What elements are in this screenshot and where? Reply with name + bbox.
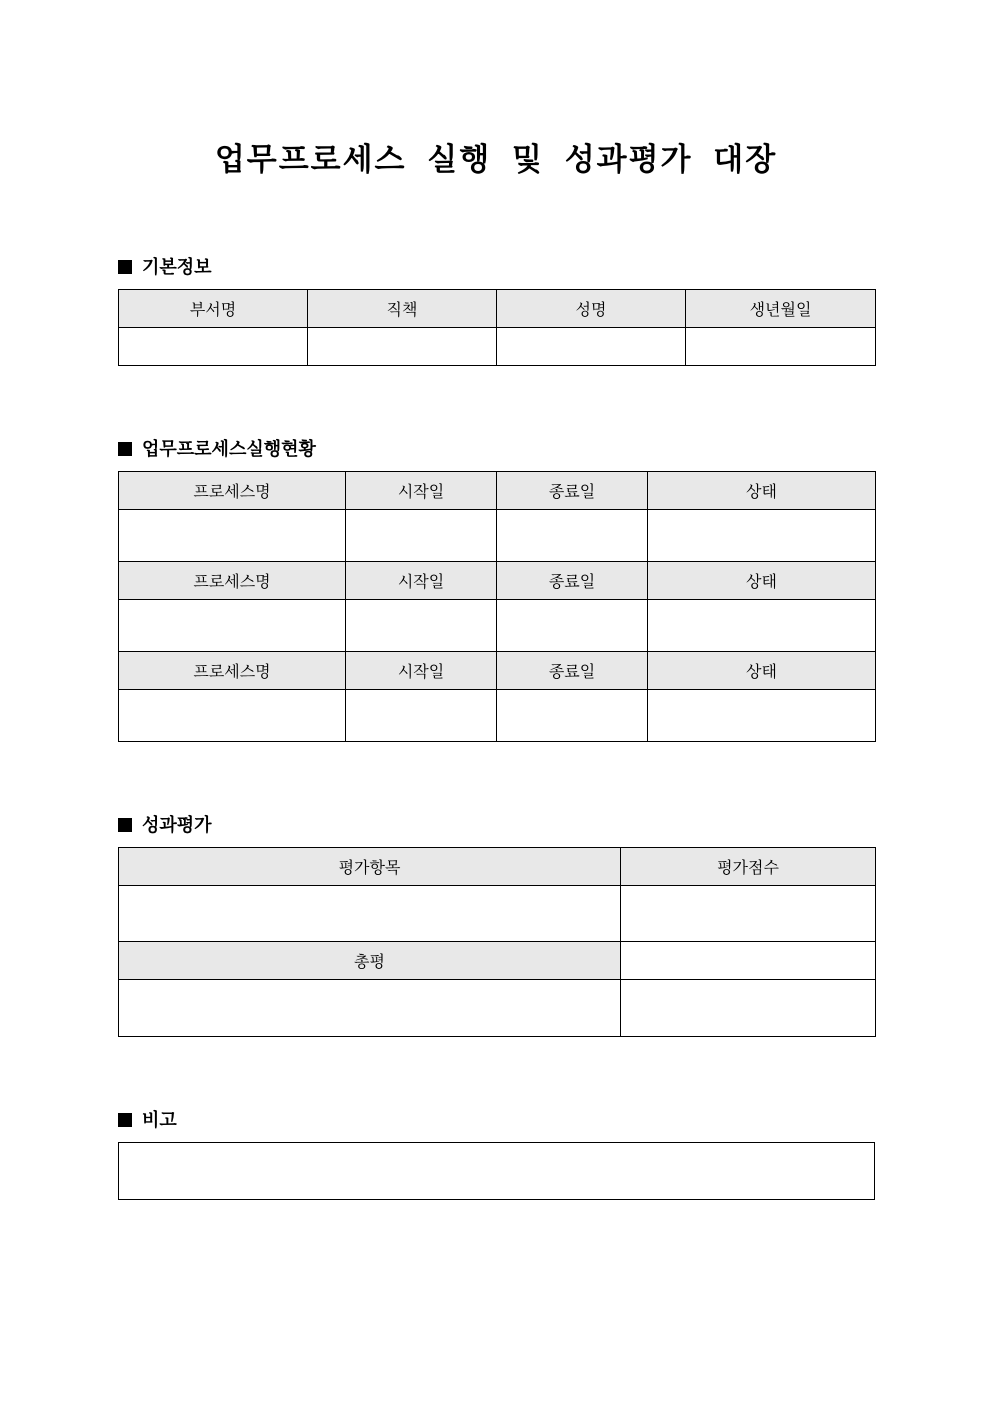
status-cell[interactable]	[648, 690, 876, 742]
header-process-name: 프로세스명	[119, 472, 346, 510]
table-row	[119, 886, 876, 942]
evaluation-item-cell[interactable]	[119, 886, 621, 942]
page-title: 업무프로세스 실행 및 성과평가 대장	[214, 142, 778, 178]
process-name-cell[interactable]	[119, 690, 346, 742]
start-date-cell[interactable]	[346, 510, 497, 562]
summary-cell[interactable]	[119, 980, 621, 1037]
status-cell[interactable]	[648, 510, 876, 562]
department-cell[interactable]	[119, 328, 308, 366]
header-birthdate: 생년월일	[686, 290, 876, 328]
status-cell[interactable]	[648, 600, 876, 652]
header-end-date: 종료일	[497, 562, 648, 600]
start-date-cell[interactable]	[346, 690, 497, 742]
header-status: 상태	[648, 472, 876, 510]
header-end-date: 종료일	[497, 472, 648, 510]
birthdate-cell[interactable]	[686, 328, 876, 366]
end-date-cell[interactable]	[497, 690, 648, 742]
remarks-table	[118, 1142, 875, 1200]
table-header-row	[119, 848, 876, 886]
basic-info-table	[118, 289, 876, 366]
evaluation-score-cell[interactable]	[621, 886, 876, 942]
header-position: 직책	[308, 290, 497, 328]
header-summary: 총평	[119, 942, 621, 980]
section-heading: 기본정보	[142, 257, 212, 278]
header-name: 성명	[497, 290, 686, 328]
header-process-name: 프로세스명	[119, 652, 346, 690]
header-start-date: 시작일	[346, 562, 497, 600]
table-row	[119, 942, 876, 980]
start-date-cell[interactable]	[346, 600, 497, 652]
remarks-cell[interactable]	[119, 1143, 875, 1200]
table-row	[119, 690, 876, 742]
header-evaluation-score: 평가점수	[621, 848, 876, 886]
table-header-row	[119, 472, 876, 510]
position-cell[interactable]	[308, 328, 497, 366]
table-row	[119, 1143, 875, 1200]
square-bullet-icon	[118, 442, 132, 456]
section-heading: 성과평가	[142, 815, 212, 836]
name-cell[interactable]	[497, 328, 686, 366]
table-header-row	[119, 652, 876, 690]
header-status: 상태	[648, 652, 876, 690]
table-row	[119, 600, 876, 652]
section-heading: 비고	[142, 1110, 177, 1131]
header-department: 부서명	[119, 290, 308, 328]
section-remarks	[118, 1106, 177, 1132]
process-status-table	[118, 471, 876, 742]
square-bullet-icon	[118, 818, 132, 832]
end-date-cell[interactable]	[497, 600, 648, 652]
summary-score-cell[interactable]	[621, 980, 876, 1037]
table-header-row	[119, 562, 876, 600]
table-row	[119, 980, 876, 1037]
table-row	[119, 328, 876, 366]
section-evaluation	[118, 811, 212, 837]
header-status: 상태	[648, 562, 876, 600]
end-date-cell[interactable]	[497, 510, 648, 562]
table-header-row	[119, 290, 876, 328]
process-name-cell[interactable]	[119, 600, 346, 652]
header-end-date: 종료일	[497, 652, 648, 690]
header-evaluation-item: 평가항목	[119, 848, 621, 886]
header-start-date: 시작일	[346, 472, 497, 510]
square-bullet-icon	[118, 260, 132, 274]
table-row	[119, 510, 876, 562]
process-name-cell[interactable]	[119, 510, 346, 562]
summary-side-cell[interactable]	[621, 942, 876, 980]
square-bullet-icon	[118, 1113, 132, 1127]
header-start-date: 시작일	[346, 652, 497, 690]
section-basic-info	[118, 253, 212, 279]
section-heading: 업무프로세스실행현황	[142, 439, 316, 460]
section-process-status	[118, 435, 316, 461]
evaluation-table	[118, 847, 876, 1037]
header-process-name: 프로세스명	[119, 562, 346, 600]
